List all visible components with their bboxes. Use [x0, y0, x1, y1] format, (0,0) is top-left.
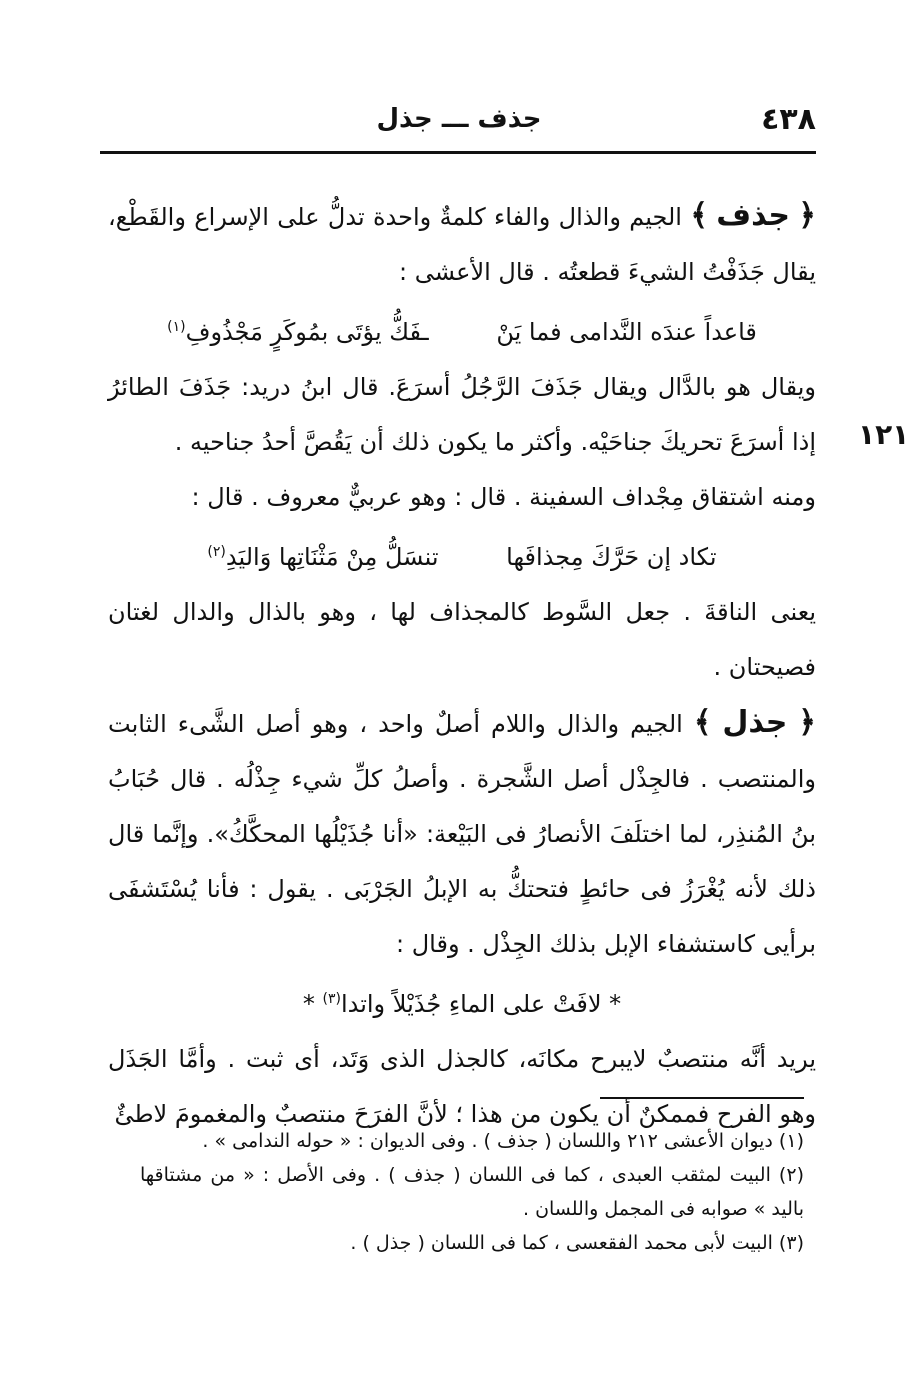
entry-bracket-close: ﴾	[690, 198, 708, 233]
entry-jadhf-paragraph-2: ويقال هو بالدَّال ويقال جَذَفَ الرَّجُلُ أسرَعَ. قال ابنُ دريد: جَذَفَ الطائرُ إذا أسرَعَ تحريكَ جناحَيْه. وأكثر ما يكون ذلك أن يَقُصَّ أحدُ جناحيه .	[108, 373, 816, 456]
header-rule	[100, 151, 816, 154]
footnotes	[140, 1124, 804, 1260]
footnote-ref-2: (٢)	[207, 544, 226, 560]
entry-jadhl-intro	[108, 695, 816, 972]
entry-head-jadhf: جذف	[716, 198, 791, 233]
entry-bracket-close: ﴾	[693, 705, 712, 740]
quote-end-star: *	[302, 990, 315, 1018]
footnote-1: (١) ديوان الأعشى ٢١٢ واللسان ( جذف ) . وفى الديوان : « حوله الندامى » .	[202, 1130, 804, 1152]
footnote-3: (٣) البيت لأبى محمد الفقعسى ، كما فى اللسان ( جذل ) .	[350, 1232, 804, 1254]
verse-2-second-text: تنسَلُّ مِنْ مَثْنَاتِها وَاليَدِ	[225, 543, 439, 571]
verse-2-first-hemistich: تكاد إن حَرَّكَ مِجذافَها	[506, 543, 717, 571]
footnote-ref-1: (١)	[167, 319, 186, 335]
quote-line	[108, 972, 816, 1032]
verse-1-second-text: ـفَكُّ يؤتَى بمُوكَرٍ مَجْذُوفِ	[185, 318, 429, 346]
entry-jadhf-intro	[108, 188, 816, 300]
entry-jadhl-paragraph-2: يريد أنَّه منتصبٌ لايبرح مكانَه، كالجذل الذى وَتَد، أى ثبت . وأمَّا الجَذَل وهو الفرح فممكنٌ أن يكون من هذا ؛ لأنَّ الفرَحَ منتصبٌ والمغمومَ لاطئٌ	[108, 1045, 816, 1128]
verse-2-second-hemistich	[207, 525, 438, 585]
main-text	[108, 188, 816, 1142]
entry-jadhf-paragraph-4: يعنى الناقةَ . جعل السَّوط كالمجذاف لها ، وهو بالذال والدال لغتان فصيحتان .	[108, 598, 816, 681]
entry-jadhl-definition: الجيم والذال واللام أصلٌ واحد ، وهو أصل الشَّىء الثابت والمنتصب . فالجِذْل أصل الشَّجرة . وأصلُ كلِّ شيء جِذْلُه . قال حُبَابُ بنُ المُنذِر، لما اختلَفَ الأنصارُ فى البَيْعة: «أنا جُذَيْلُها المحكَّكُ». وإنَّما قال ذلك لأنه يُغْرَزُ فى حائطٍ فتحتكُّ به الإبلُ الجَرْبَى . يقول : فأنا يُسْتَشفَى برأيى كاستشفاء الإبل بذلك الجِذْل . وقال :	[108, 710, 816, 958]
entry-jadhf-paragraph-3: ومنه اشتقاق مِجْداف السفينة . قال : وهو عربيٌّ معروف . قال :	[191, 483, 816, 511]
verse-2	[108, 525, 816, 585]
footnote-ref-3: (٣)	[322, 991, 341, 1007]
entry-jadhf-definition: الجيم والذال والفاء كلمةٌ واحدة تدلُّ على الإسراع والقَطْع، يقال جَذَفْتُ الشيءَ قطعتُه . قال الأعشى :	[108, 203, 816, 286]
footnote-2: (٢) البيت لمثقب العبدى ، كما فى اللسان ( جذف ) . وفى الأصل : « من مشتاقها باليد » صوابه فى المجمل واللسان .	[140, 1164, 804, 1220]
quote-text: * لافَتْ على الماءِ جُذَيْلاً واتدا	[340, 990, 622, 1018]
running-title: جذف ـــ جذل	[376, 104, 542, 134]
footnote-rule	[600, 1097, 804, 1099]
verse-1-second-hemistich	[167, 300, 429, 360]
verse-1-first-hemistich: قاعداً عندَه النَّدامى فما يَنْ	[496, 318, 757, 346]
page-header	[102, 102, 816, 138]
entry-bracket-open: ﴿	[798, 198, 816, 233]
margin-number: ١٢١	[858, 418, 910, 451]
entry-bracket-open: ﴿	[798, 705, 816, 740]
verse-1	[108, 300, 816, 360]
page-number: ٤٣٨	[761, 102, 816, 137]
entry-head-jadhl: جذل	[722, 705, 788, 740]
